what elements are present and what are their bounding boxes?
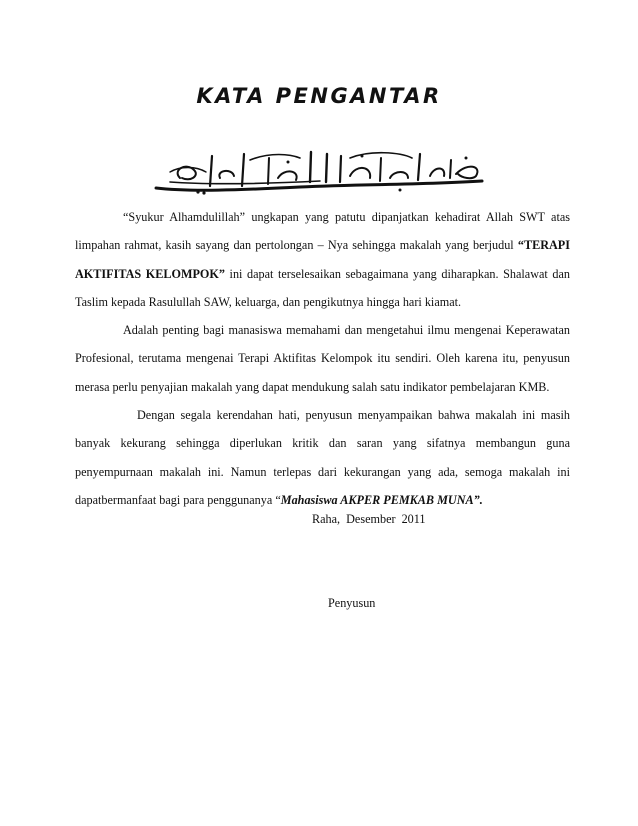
author-emphasis: Mahasiswa AKPER PEMKAB MUNA”. [280, 492, 483, 507]
paragraph-1-part-b: ini dapat terselesaikan sebagaimana yang diharapkan. Shalawat dan Taslim kepada Rasulullah SAW, keluarga, dan pengikutnya hingga hari kiamat. [75, 266, 570, 309]
paragraph-3-quote-open: “ [275, 492, 281, 507]
paper-title-bold: “TERAPI AKTIFITAS KELOMPOK” [75, 238, 570, 281]
body-text [75, 203, 570, 514]
place-date: Raha, Desember 2011 [312, 512, 426, 526]
paragraph-2: Adalah penting bagi manasiswa memahami dan mengetahui ilmu mengenai Keperawatan Profesional, terutama mengenai Terapi Aktifitas Kelompok itu sendiri. Oleh karena itu, penyusun merasa perlu penyajian makalah yang dapat mendukung salah satu indikator pembelajaran KMB. [75, 323, 570, 394]
signer-label: Penyusun [328, 596, 376, 610]
paragraph-1-part-a: “Syukur Alhamdulillah” ungkapan yang patutu dipanjatkan kehadirat Allah SWT atas limpahan rahmat, kasih sayang dan pertolongan – Nya sehingga makalah yang berjudul [75, 210, 570, 253]
paragraph-3 [75, 401, 570, 514]
paragraph-3-part-a: Dengan segala kerendahan hati, penyusun menyampaikan bahwa makalah ini masih banyak kekurang sehingga diperlukan kritik dan saran yang sifatnya membangun guna penyempurnaan makalah ini. Namun terlepas dari kekurangan yang ada, semoga makalah ini dapatbermanfaat bagi para penggunanya [75, 408, 570, 507]
page-title: KATA PENGANTAR [196, 84, 442, 108]
basmalah-calligraphy-icon [150, 148, 490, 196]
paragraph-1 [75, 203, 570, 316]
